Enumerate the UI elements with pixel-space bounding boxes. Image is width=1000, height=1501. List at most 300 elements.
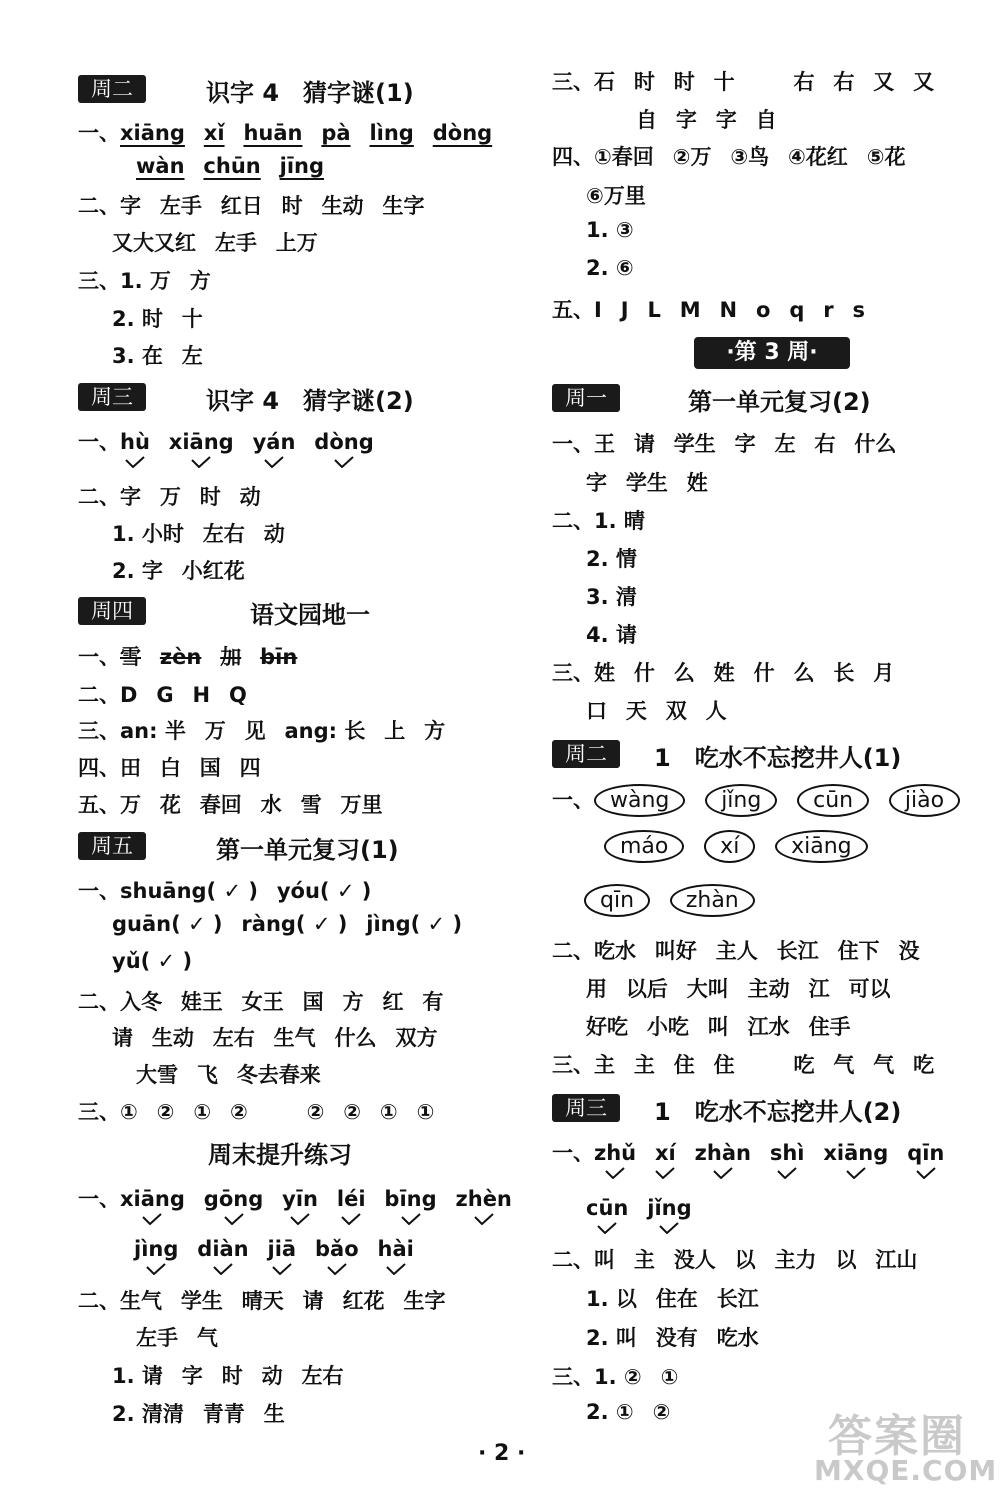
answer-item: 时	[633, 70, 655, 94]
check-icon	[597, 1222, 617, 1234]
answer-item: 吃	[913, 1053, 935, 1077]
answer-line	[604, 830, 868, 863]
answer-line	[552, 1244, 917, 1274]
answer-item: 用	[586, 977, 607, 1001]
answer-item: ②	[156, 1100, 175, 1124]
answer-item: o	[755, 298, 771, 322]
answer-item: 主人	[715, 939, 758, 963]
answer-item: 2. 清清	[112, 1402, 184, 1426]
page-number: · 2 ·	[478, 1441, 526, 1466]
answer-item: 生字	[382, 194, 425, 218]
answer-item: I	[594, 298, 602, 322]
answer-item: 红日	[220, 194, 263, 218]
day-tag: 周一	[552, 384, 620, 412]
answer-line	[78, 1183, 512, 1213]
answer-item: L	[647, 298, 661, 322]
answer-line	[112, 555, 245, 585]
section-title: 1 吃水不忘挖井人(2)	[654, 1098, 902, 1126]
answer-item: ④花红	[788, 145, 848, 169]
pinyin-item: jīng	[279, 154, 325, 178]
answer-item: 雪	[300, 793, 322, 817]
check-icon	[846, 1167, 866, 1179]
answer-item: 小吃	[646, 1015, 689, 1039]
answer-item: 什	[633, 661, 655, 685]
answer-item: 请	[633, 432, 655, 456]
question-number: 三、	[78, 269, 120, 293]
answer-line	[586, 1011, 851, 1041]
pinyin-item: bǎo	[315, 1237, 359, 1261]
pinyin-item: zhǔ	[594, 1141, 636, 1165]
answer-item: G	[156, 683, 174, 707]
day-tag: 周二	[552, 740, 620, 768]
answer-item: ③鸟	[730, 145, 770, 169]
section-title: 识字 4 猜字谜(1)	[206, 79, 414, 107]
answer-item	[267, 1100, 288, 1124]
answer-item: 住	[713, 1053, 735, 1077]
answer-item: ⑥万里	[586, 184, 646, 208]
answer-line	[78, 190, 424, 220]
check-icon	[777, 1167, 797, 1179]
section-title: 第一单元复习(2)	[688, 388, 871, 416]
answer-item: 请	[112, 1026, 133, 1050]
pinyin-item: wàn	[136, 154, 185, 178]
section-header-fri	[78, 832, 548, 862]
answer-item: 动	[239, 485, 261, 509]
check-icon	[327, 1263, 347, 1275]
answer-item: 2. 时	[112, 307, 163, 331]
check-icon	[125, 456, 145, 468]
answer-line	[112, 303, 203, 333]
answer-item: ①	[120, 1100, 138, 1124]
answer-item: 右	[833, 70, 855, 94]
answer-item: 方	[424, 719, 446, 743]
answer-item: 时	[221, 1364, 243, 1388]
pinyin-item: dòng	[314, 430, 373, 454]
answer-item: 字	[181, 1364, 203, 1388]
answer-line	[78, 752, 261, 782]
answer-item: ①	[379, 1100, 398, 1124]
pinyin-item: xiāng	[169, 430, 234, 454]
check-icon	[386, 1263, 406, 1275]
section-title: 1 吃水不忘挖井人(1)	[654, 744, 902, 772]
check-icon	[341, 1213, 361, 1225]
answer-item: 春回	[199, 793, 242, 817]
answer-item: 字	[586, 471, 607, 495]
answer-item: 主	[633, 1053, 655, 1077]
answer-item: 2. ①	[586, 1400, 634, 1424]
question-number: 三、	[552, 1053, 594, 1077]
question-number: 二、	[552, 1248, 594, 1272]
question-number: 二、	[78, 194, 120, 218]
answer-line	[552, 1361, 678, 1391]
answer-line	[586, 1283, 759, 1313]
section-header-wed-2	[552, 1094, 1000, 1124]
answer-item: 上万	[275, 231, 318, 255]
pinyin-item: jiā	[268, 1237, 297, 1261]
answer-item: 动	[261, 1364, 283, 1388]
answer-item: 1. 晴	[594, 509, 645, 533]
pinyin-item: diàn	[197, 1237, 248, 1261]
circled-pinyin: wàng	[594, 784, 685, 817]
answer-item: 万	[159, 485, 181, 509]
answer-item: 十	[181, 307, 203, 331]
answer-item: 国	[199, 756, 221, 780]
answer-item: 万	[204, 719, 226, 743]
answer-item: 左	[774, 432, 796, 456]
answer-item: yóu( ✓ )	[276, 879, 372, 903]
answer-item: 生	[263, 1402, 285, 1426]
answer-item: 主	[594, 1053, 615, 1077]
answer-item: q	[789, 298, 805, 322]
answer-item: 生字	[403, 1289, 446, 1313]
pinyin-item: yán	[253, 430, 296, 454]
answer-item: 长江	[716, 1287, 759, 1311]
answer-item: 左右	[212, 1026, 255, 1050]
circled-pinyin: jiào	[889, 784, 960, 817]
answer-line	[112, 912, 462, 936]
answer-line	[134, 1237, 414, 1261]
answer-line	[586, 1196, 692, 1220]
pinyin-item: léi	[337, 1187, 366, 1211]
answer-item: 方	[342, 990, 364, 1014]
pinyin-item: jǐng	[647, 1196, 691, 1220]
circled-pinyin: xí	[704, 830, 755, 863]
answer-item: 吃水	[716, 1326, 759, 1350]
answer-line	[78, 679, 247, 709]
pinyin-item: dòng	[432, 121, 493, 145]
answer-item: H	[192, 683, 211, 707]
pinyin-item: xiāng	[120, 1187, 185, 1211]
watermark-text: 答案圈	[828, 1411, 966, 1462]
answer-item: 没有	[655, 1326, 698, 1350]
answer-item: 入冬	[120, 990, 162, 1014]
answer-line	[112, 518, 285, 548]
answer-item: D	[120, 683, 138, 707]
answer-item: 长江	[776, 939, 819, 963]
answer-item: 字	[734, 432, 756, 456]
day-tag: 周二	[78, 75, 146, 103]
answer-item: 田	[120, 756, 141, 780]
section-title: 语文园地一	[250, 601, 370, 629]
answer-item: 什么	[854, 432, 897, 456]
answer-item: ⑤花	[866, 145, 906, 169]
answer-item: ①	[660, 1365, 679, 1389]
answer-item: 住	[673, 1053, 695, 1077]
pinyin-item: chūn	[203, 154, 261, 178]
answer-item: 万里	[340, 793, 383, 817]
day-tag: 周四	[78, 597, 146, 625]
answer-item: 字	[675, 108, 697, 132]
check-icon	[655, 1167, 675, 1179]
answer-item: 吃水	[594, 939, 636, 963]
answer-item: 1. 以	[586, 1287, 637, 1311]
pinyin-item: xǐ	[203, 121, 225, 145]
question-number: 二、	[78, 683, 120, 707]
question-number: 二、	[552, 939, 594, 963]
answer-item: 气	[873, 1053, 895, 1077]
answer-item: 住在	[655, 1287, 698, 1311]
answer-line	[78, 481, 261, 511]
question-number: 三、	[78, 1100, 120, 1124]
answer-line	[586, 467, 708, 497]
answer-line	[136, 1322, 218, 1352]
answer-item: 住手	[808, 1015, 851, 1039]
answer-item: 字	[120, 194, 141, 218]
answer-line	[552, 1049, 934, 1079]
answer-item: 左右	[301, 1364, 344, 1388]
check-icon	[605, 1167, 625, 1179]
check-icon	[474, 1213, 494, 1225]
answer-item: 字	[120, 485, 141, 509]
question-number: 二、	[78, 990, 120, 1014]
section-header-tue-1	[78, 75, 548, 105]
answer-item: 时	[199, 485, 221, 509]
pinyin-item: pà	[321, 121, 351, 145]
check-icon	[146, 1263, 166, 1275]
question-number: 一、	[78, 1187, 120, 1211]
answer-line	[112, 1398, 285, 1428]
answer-item: 右	[793, 70, 815, 94]
circled-pinyin: máo	[604, 830, 684, 863]
answer-line	[78, 1285, 445, 1315]
question-number: 三、	[552, 1365, 594, 1389]
answer-item	[754, 1053, 775, 1077]
answer-item: 红花	[342, 1289, 385, 1313]
answer-item: 2. 情	[586, 547, 637, 571]
pinyin-item: bīng	[384, 1187, 436, 1211]
answer-item: 左右	[202, 522, 245, 546]
question-number: 三、	[552, 70, 594, 94]
answer-line	[78, 789, 382, 819]
answer-item: 人	[705, 699, 727, 723]
answer-line	[586, 1322, 759, 1352]
answer-item: 好吃	[586, 1015, 628, 1039]
answer-item: 没	[898, 939, 920, 963]
check-icon	[264, 456, 284, 468]
answer-item: 白	[159, 756, 181, 780]
answer-line	[78, 265, 211, 295]
answer-line	[78, 875, 371, 905]
answer-item: 左	[181, 344, 203, 368]
answer-line	[552, 1137, 944, 1167]
answer-item: 王	[594, 432, 615, 456]
answer-item: 小红花	[181, 559, 245, 583]
answer-item: 时	[281, 194, 303, 218]
answer-line	[552, 784, 960, 817]
answer-item: 可以	[848, 977, 891, 1001]
answer-item: 3. 清	[586, 585, 637, 609]
check-icon	[142, 1213, 162, 1225]
answer-item: 学生	[673, 432, 716, 456]
answer-line	[586, 973, 890, 1003]
answer-item	[754, 70, 775, 94]
answer-item: 自	[636, 108, 657, 132]
answer-line	[586, 543, 637, 573]
answer-line	[552, 935, 919, 965]
pinyin-item: hài	[378, 1237, 414, 1261]
answer-item: 气	[833, 1053, 855, 1077]
answer-item: ràng( ✓ )	[241, 912, 348, 936]
circled-pinyin: zhàn	[670, 884, 755, 917]
answer-item: 请	[302, 1289, 324, 1313]
answer-item: 天	[625, 699, 647, 723]
answer-item: 以	[835, 1248, 857, 1272]
pinyin-item: yīn	[282, 1187, 318, 1211]
pinyin-item: zhèn	[456, 1187, 512, 1211]
pinyin-item: jìng	[134, 1237, 178, 1261]
answer-item: ①	[416, 1100, 435, 1124]
answer-item: 气	[196, 1326, 218, 1350]
answer-item: 以	[734, 1248, 756, 1272]
circled-pinyin: qīn	[584, 884, 650, 917]
answer-item: 什么	[334, 1026, 377, 1050]
answer-item: ②	[343, 1100, 362, 1124]
question-number: 一、	[78, 879, 120, 903]
answer-item: 左手	[159, 194, 202, 218]
question-number: 四、	[552, 145, 594, 169]
answer-item: 双方	[395, 1026, 438, 1050]
question-number: 五、	[552, 298, 594, 322]
answer-item: yǔ( ✓ )	[112, 949, 193, 973]
answer-item: ②	[230, 1100, 248, 1124]
answer-item: ①春回	[594, 145, 654, 169]
answer-line	[136, 1059, 321, 1089]
answer-item: jìng( ✓ )	[366, 912, 463, 936]
answer-item: 学生	[625, 471, 668, 495]
answer-item: 大叫	[686, 977, 729, 1001]
answer-item: J	[620, 298, 629, 322]
answer-item: 叫好	[654, 939, 697, 963]
answer-item: 2. 叫	[586, 1326, 637, 1350]
day-tag: 周三	[552, 1094, 620, 1122]
answer-item: 红	[382, 990, 404, 1014]
pinyin-item: hù	[120, 430, 150, 454]
check-icon	[191, 456, 211, 468]
circled-pinyin: xiāng	[775, 830, 868, 863]
question-number: 二、	[78, 485, 120, 509]
question-number: 四、	[78, 756, 120, 780]
answer-line	[586, 619, 637, 649]
answer-item: 姓	[713, 661, 735, 685]
answer-line	[112, 227, 318, 257]
answer-item: 见	[244, 719, 266, 743]
answer-item: 时	[673, 70, 695, 94]
answer-item: 青青	[202, 1402, 245, 1426]
answer-line	[112, 1360, 343, 1390]
answer-line	[78, 1096, 434, 1126]
answer-item: 十	[713, 70, 735, 94]
answer-line	[586, 218, 634, 242]
pinyin-item: zhàn	[695, 1141, 751, 1165]
answer-item: 1. 小时	[112, 522, 184, 546]
answer-item: 月	[873, 661, 895, 685]
answer-item: 又大又红	[112, 231, 196, 255]
answer-item: 又	[873, 70, 895, 94]
answer-line	[112, 340, 203, 370]
answer-item: 字	[715, 108, 737, 132]
answer-item: M	[679, 298, 701, 322]
check-icon	[290, 1213, 310, 1225]
week-banner: ·第 3 周·	[694, 337, 850, 369]
answer-item: 么	[793, 661, 815, 685]
section-title: 周末提升练习	[208, 1141, 352, 1169]
question-number: 一、	[552, 432, 594, 456]
question-number: 三、	[78, 719, 120, 743]
struck-item: 加	[220, 645, 242, 669]
pinyin-item: xiāng	[823, 1141, 888, 1165]
answer-line	[552, 428, 896, 458]
answer-item: 什	[753, 661, 775, 685]
answer-item: 2. 字	[112, 559, 163, 583]
answer-line	[78, 117, 492, 147]
question-number: 一、	[552, 788, 594, 812]
answer-item: 主力	[774, 1248, 817, 1272]
check-icon	[659, 1222, 679, 1234]
answer-item: 姓	[594, 661, 615, 685]
answer-item: 自	[755, 108, 777, 132]
answer-item: 左手	[136, 1326, 178, 1350]
struck-item: zèn	[159, 645, 202, 669]
answer-item: 四	[239, 756, 261, 780]
circled-pinyin: jǐng	[705, 784, 777, 817]
answer-item: 右	[814, 432, 836, 456]
answer-line	[78, 986, 443, 1016]
watermark-url: MXQE.COM	[814, 1454, 998, 1487]
answer-item: 又	[913, 70, 935, 94]
answer-item: s	[852, 298, 865, 322]
answer-line	[552, 294, 865, 324]
question-number: 三、	[552, 661, 594, 685]
pinyin-item: xí	[655, 1141, 676, 1165]
answer-item: 动	[263, 522, 285, 546]
check-icon	[916, 1167, 936, 1179]
section-header-weekend	[78, 1137, 548, 1167]
answer-line	[136, 154, 324, 178]
answer-line	[584, 884, 755, 917]
answer-item: an: 半	[120, 719, 186, 743]
answer-item: N	[719, 298, 738, 322]
answer-item: 学生	[180, 1289, 223, 1313]
section-header-mon	[552, 384, 1000, 414]
answer-item: 吃	[793, 1053, 815, 1077]
answer-item: Q	[228, 683, 247, 707]
struck-item: bīn	[260, 645, 298, 669]
check-icon	[401, 1213, 421, 1225]
answer-item: 没人	[673, 1248, 716, 1272]
check-icon	[272, 1263, 292, 1275]
pinyin-item: qīn	[907, 1141, 944, 1165]
answer-item: 么	[673, 661, 695, 685]
section-header-wed-1	[78, 383, 548, 413]
answer-item: 4. 请	[586, 623, 637, 647]
answer-line	[586, 256, 634, 280]
answer-item: 江山	[875, 1248, 918, 1272]
answer-item: 女王	[241, 990, 284, 1014]
answer-line	[112, 949, 192, 973]
answer-item: 方	[189, 269, 211, 293]
answer-item: 双	[665, 699, 687, 723]
pinyin-item: huān	[243, 121, 303, 145]
answer-line	[552, 505, 645, 535]
answer-item: 3. 在	[112, 344, 163, 368]
answer-item: shuāng( ✓ )	[120, 879, 258, 903]
answer-item: 有	[422, 990, 444, 1014]
question-number: 一、	[78, 645, 120, 669]
answer-line	[552, 141, 905, 171]
day-tag: 周五	[78, 832, 146, 860]
answer-item: 飞	[196, 1063, 218, 1087]
check-icon	[224, 1213, 244, 1225]
